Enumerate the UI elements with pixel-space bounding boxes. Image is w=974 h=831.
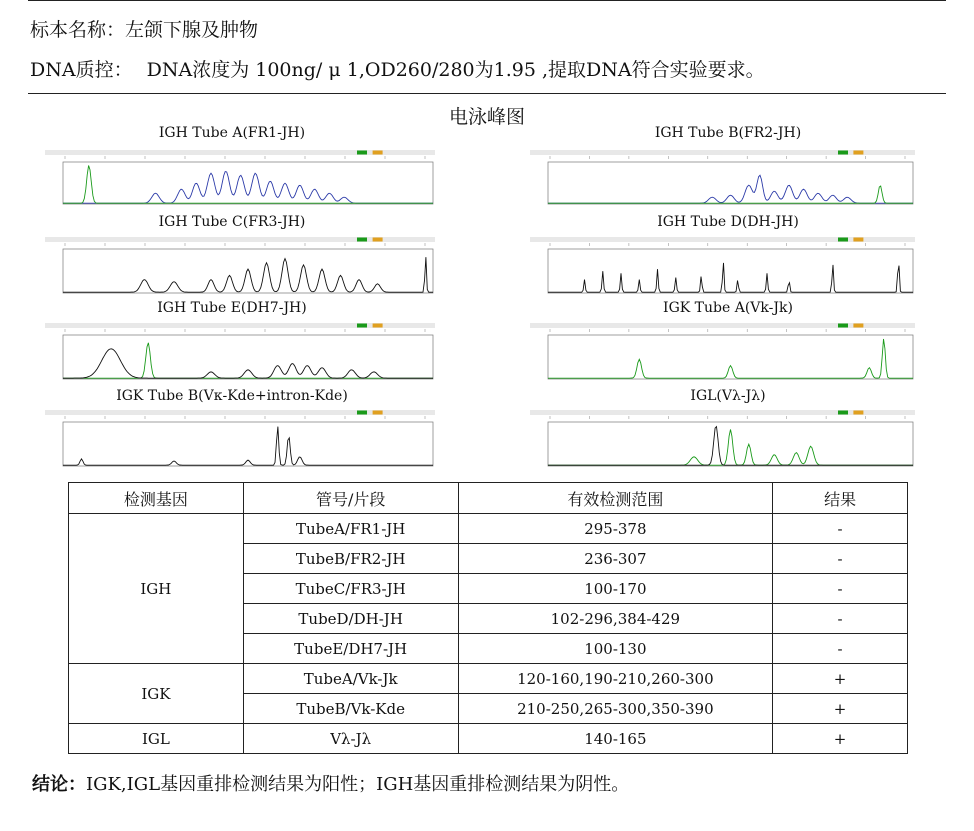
tube-cell: TubeB/Vk-Kde: [243, 694, 458, 724]
gene-cell-igl: IGL: [69, 724, 244, 754]
trace-line: [63, 172, 433, 204]
tube-cell: TubeB/FR2-JH: [243, 544, 458, 574]
results-table: [68, 482, 908, 754]
panel-frame: [548, 422, 913, 466]
dna-qc-text: DNA浓度为 100ng/ μ 1,OD260/280为1.95 ,提取DNA符合实验要求。: [146, 59, 765, 81]
panel-frame: [548, 249, 913, 293]
panel-flag-icon: [853, 238, 863, 242]
panel-frame: [63, 422, 433, 466]
tube-cell: TubeA/Vk-Jk: [243, 664, 458, 694]
panel-label-igl: IGL(Vλ-Jλ): [690, 388, 766, 404]
range-cell: 120-160,190-210,260-300: [458, 664, 773, 694]
result-cell: -: [773, 544, 908, 574]
tube-cell: TubeE/DH7-JH: [243, 634, 458, 664]
panel-label-igh-a: IGH Tube A(FR1-JH): [158, 125, 306, 141]
trace-line: [548, 430, 913, 466]
result-cell: -: [773, 634, 908, 664]
electropherogram-igh-d: [530, 237, 915, 295]
panel-flag-icon: [838, 151, 848, 155]
gene-cell-igh: IGH: [69, 514, 244, 664]
electropherogram-igh-a: [45, 150, 435, 206]
panel-frame: [548, 162, 913, 204]
electropherogram-igk-b: [45, 410, 435, 468]
header-result: 结果: [773, 483, 908, 514]
tube-cell: TubeD/DH-JH: [243, 604, 458, 634]
trace-line: [548, 263, 913, 292]
electropherogram-igl: [530, 410, 915, 468]
header-gene: 检测基因: [69, 483, 244, 514]
panel-flag-icon: [357, 411, 367, 415]
panel-flag-icon: [357, 324, 367, 328]
tube-cell: Vλ-Jλ: [243, 724, 458, 754]
panel-frame: [63, 162, 433, 204]
conclusion-label: 结论：: [32, 774, 86, 795]
table-row: [69, 514, 908, 544]
electropherogram-igk-a: [530, 323, 915, 381]
range-cell: 100-170: [458, 574, 773, 604]
panel-flag-icon: [357, 151, 367, 155]
panel-flag-icon: [838, 238, 848, 242]
panel-label-igh-b: IGH Tube B(FR2-JH): [654, 125, 802, 141]
panel-flag-icon: [853, 324, 863, 328]
panel-flag-icon: [838, 324, 848, 328]
panel-frame: [63, 249, 433, 293]
conclusion-text: IGK,IGL基因重排检测结果为阳性；IGH基因重排检测结果为阴性。: [86, 774, 630, 795]
range-cell: 100-130: [458, 634, 773, 664]
panel-flag-icon: [373, 238, 383, 242]
trace-line: [548, 427, 913, 466]
panel-label-igk-b: IGK Tube B(Vκ-Kde+intron-Kde): [116, 388, 348, 404]
gene-cell-igk: IGK: [69, 664, 244, 724]
trace-line: [63, 349, 433, 378]
panel-flag-icon: [357, 238, 367, 242]
result-cell: -: [773, 514, 908, 544]
panel-frame: [548, 335, 913, 379]
section-title: 电泳峰图: [448, 106, 525, 128]
trace-line: [63, 257, 433, 292]
conclusion: [32, 770, 629, 796]
panel-label-igk-a: IGK Tube A(Vk-Jk): [663, 300, 793, 316]
result-cell: +: [773, 664, 908, 694]
panel-flag-icon: [373, 411, 383, 415]
top-rule: [28, 0, 946, 1]
panel-flag-icon: [853, 411, 863, 415]
dna-qc-line: [30, 55, 765, 82]
trace-line: [63, 427, 433, 466]
table-header-row: [69, 483, 908, 514]
panel-flag-icon: [838, 411, 848, 415]
panel-label-igh-e: IGH Tube E(DH7-JH): [157, 300, 307, 316]
sample-name: 标本名称：左颌下腺及肿物: [30, 19, 259, 41]
header-tube: 管号/片段: [243, 483, 458, 514]
electropherogram-igh-c: [45, 237, 435, 295]
tube-cell: TubeC/FR3-JH: [243, 574, 458, 604]
trace-line: [548, 175, 913, 203]
result-cell: -: [773, 574, 908, 604]
range-cell: 140-165: [458, 724, 773, 754]
panel-flag-icon: [373, 324, 383, 328]
table-row: [69, 724, 908, 754]
electropherogram-igh-e: [45, 323, 435, 381]
trace-line: [548, 339, 913, 378]
trace-line: [63, 166, 433, 204]
panel-flag-icon: [853, 151, 863, 155]
panel-label-igh-c: IGH Tube C(FR3-JH): [158, 214, 306, 230]
trace-line: [63, 343, 433, 378]
panel-flag-icon: [373, 151, 383, 155]
dna-qc-label: DNA质控：: [30, 59, 133, 81]
range-cell: 210-250,265-300,350-390: [458, 694, 773, 724]
range-cell: 236-307: [458, 544, 773, 574]
header-range: 有效检测范围: [458, 483, 773, 514]
table-row: [69, 664, 908, 694]
result-cell: +: [773, 694, 908, 724]
header-rule: [28, 93, 946, 94]
electropherogram-igh-b: [530, 150, 915, 206]
trace-line: [548, 186, 913, 203]
result-cell: -: [773, 604, 908, 634]
panel-label-igh-d: IGH Tube D(DH-JH): [657, 214, 799, 230]
range-cell: 295-378: [458, 514, 773, 544]
result-cell: +: [773, 724, 908, 754]
range-cell: 102-296,384-429: [458, 604, 773, 634]
tube-cell: TubeA/FR1-JH: [243, 514, 458, 544]
